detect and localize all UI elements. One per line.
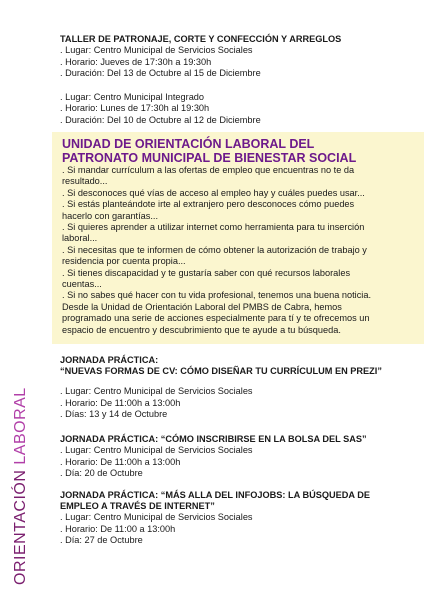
unidad-title: UNIDAD DE ORIENTACIÓN LABORAL DEL [62, 137, 315, 151]
taller-section [60, 34, 415, 126]
unidad-line: . Si no sabes qué hacer con tu vida profesional, tenemos una buena noticia. [62, 290, 372, 301]
unidad-line: . Si tienes discapacidad y te gustaría saber con qué recursos laborales [62, 267, 351, 278]
jornada1-info-line: . Días: 13 y 14 de Octubre [60, 409, 168, 419]
taller-info-line: . Lugar: Centro Municipal de Servicios Sociales [60, 45, 253, 55]
jornada3-info-line: . Horario: De 11:00 a 13:00h [60, 523, 176, 534]
jornada1-title: “NUEVAS FORMAS DE CV: CÓMO DISEÑAR TU CURRÍCULUM EN PREZI” [60, 366, 382, 376]
jornada2-section [60, 434, 415, 480]
unidad-line: cuentas... [62, 279, 102, 290]
taller-info-line: . Duración: Del 10 de Octubre al 12 de Diciembre [60, 114, 261, 125]
unidad-line: Desde la Unidad de Orientación Laboral del PMBS de Cabra, hemos [62, 301, 342, 312]
unidad-line: . Si quieres aprender a utilizar internet como herramienta para tu inserción [62, 222, 365, 233]
unidad-title: PATRONATO MUNICIPAL DE BIENESTAR SOCIAL [62, 151, 357, 165]
unidad-line: . Si estás planteándote irte al extranjero pero desconoces cómo puedes [62, 199, 355, 210]
jornada2-info-line: . Lugar: Centro Municipal de Servicios Sociales [60, 445, 253, 455]
jornada1-info-line: . Horario: De 11:00h a 13:00h [60, 397, 181, 408]
jornada3-info-line: . Día: 27 de Octubre [60, 535, 143, 545]
unidad-line: hacerlo con garantías... [62, 210, 159, 221]
jornada1-title: JORNADA PRÁCTICA: [60, 355, 159, 365]
taller-info-line: . Horario: Lunes de 17:30h al 19:30h [60, 103, 210, 113]
unidad-section [62, 137, 417, 336]
unidad-line: . Si desconoces qué vías de acceso al empleo hay y cuáles puedes usar... [62, 187, 365, 198]
jornada2-info-line: . Horario: De 11:00h a 13:00h [60, 456, 181, 467]
jornada3-title: JORNADA PRÁCTICA: “MÁS ALLA DEL INFOJOBS: LA BÚSQUEDA DE [60, 490, 370, 500]
jornada1-info-line: . Lugar: Centro Municipal de Servicios Sociales [60, 386, 253, 396]
taller-info-line: . Horario: Jueves de 17:30h a 19:30h [60, 56, 212, 67]
jornada3-title: EMPLEO A TRAVÉS DE INTERNET” [60, 501, 215, 511]
unidad-line: espacio de encuentro y descubrimiento que te ayude a tu búsqueda. [62, 324, 341, 335]
unidad-line: programado una serie de acciones especialmente para tí y te ofrecemos un [62, 313, 370, 324]
unidad-line: . Si mandar currículum a las ofertas de empleo que encuentras no te da [62, 165, 355, 175]
jornada2-title: JORNADA PRÁCTICA: “CÓMO INSCRIBIRSE EN LA BOLSA DEL SAS” [60, 434, 367, 444]
section-side-label [10, 385, 32, 585]
jornada3-info-line: . Lugar: Centro Municipal de Servicios Sociales [60, 512, 253, 522]
taller-info-line: . Duración: Del 13 de Octubre al 15 de Diciembre [60, 68, 261, 78]
unidad-line: . Si necesitas que te informen de cómo obtener la autorización de trabajo y [62, 244, 367, 255]
jornada1-section [60, 355, 415, 421]
side-label-word1: ORIENTACIÓN [12, 469, 29, 585]
jornada2-info-line: . Día: 20 de Octubre [60, 468, 143, 478]
taller-title: TALLER DE PATRONAJE, CORTE Y CONFECCIÓN Y ARREGLOS [60, 34, 342, 44]
unidad-line: resultado... [62, 176, 108, 187]
unidad-line: laboral... [62, 233, 98, 244]
side-label-word2: LABORAL [12, 387, 29, 465]
taller-info-line: . Lugar: Centro Municipal Integrado [60, 91, 205, 102]
unidad-line: residencia por cuenta propia... [62, 256, 186, 267]
jornada3-section [60, 490, 415, 547]
